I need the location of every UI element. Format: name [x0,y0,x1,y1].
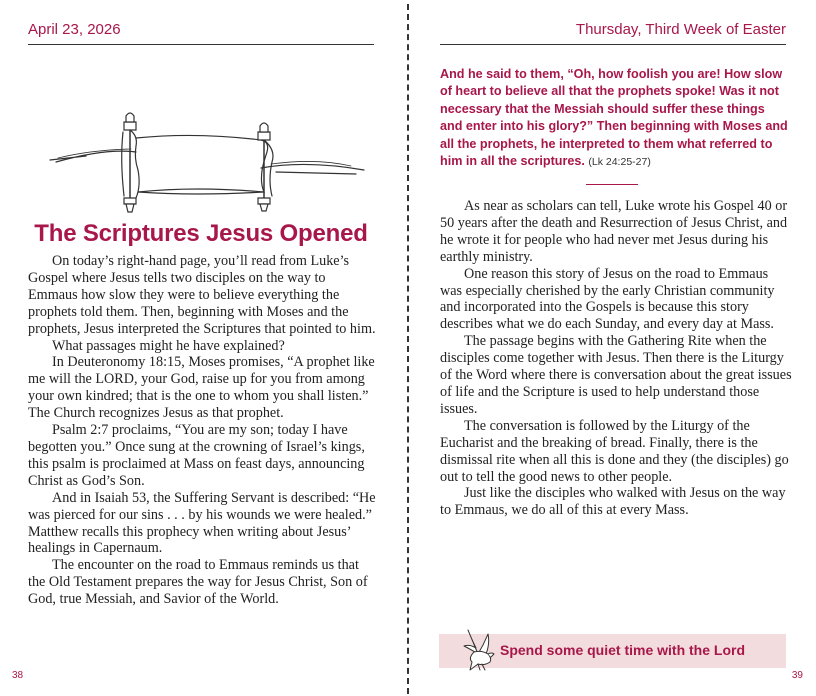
quote-separator [586,184,638,185]
body-paragraph: One reason this story of Jesus on the road to Emmaus was especially cherished by the early Christian community and incorporated into the Gospels is because this story describes what we do each Sunday, and every day at Mass. [440,265,775,333]
body-paragraph: And in Isaiah 53, the Suffering Servant is described: “He was pierced for our sins . . . by his wounds we were healed.” Matthew recalls this prophecy when writing about Jesus’ healings in Capernaum. [28,489,376,557]
right-page [410,0,816,696]
scripture-citation: (Lk 24:25-27) [588,156,651,169]
page-date: April 23, 2026 [28,21,121,38]
page-fold-divider [407,4,409,694]
body-paragraph: As near as scholars can tell, Luke wrote his Gospel 40 or 50 years after the death and Resurrection of Jesus Christ, and he wrote it for people who had never met Jesus during his earthly ministry. [440,198,788,265]
body-paragraph: What passages might he have explained? [52,337,285,354]
body-paragraph: Psalm 2:7 proclaims, “You are my son; today I have begotten you.” Once sung at the crowning of Israel’s kings, this psalm is proclaimed at Mass on feast days, announcing Christ as God’s Son. [28,422,365,489]
right-body-text [440,198,792,519]
header-rule [28,44,374,45]
body-paragraph: Just like the disciples who walked with Jesus on the way to Emmaus, we do all of this at every Mass. [440,485,786,519]
reflection-prompt-box [439,634,786,668]
left-page [0,0,405,696]
body-paragraph: On today’s right-hand page, you’ll read from Luke’s Gospel where Jesus tells two disciples on the way to Emmaus how slow they were to believe everything the prophets told them. Then, beginning with Moses and the prophets, Jesus interpreted the Scriptures that pointed to him. [28,253,376,337]
page-number-left: 38 [12,670,24,681]
page-title: The Scriptures Jesus Opened [34,220,368,247]
scroll-illustration [46,100,368,218]
left-body-text [28,253,376,608]
page-number-right: 39 [791,670,803,681]
body-paragraph: In Deuteronomy 18:15, Moses promises, “A prophet like me will the LORD, your God, raise up for you from among your own kindred; that is the one to whom you shall listen.” The Church recognizes Jesus as that prophet. [28,354,375,422]
liturgical-day: Thursday, Third Week of Easter [575,21,786,38]
body-paragraph: The passage begins with the Gathering Rite when the disciples come together with Jesus. Then there is the Liturgy of the Word where there is conversation about the great issues of life and the Scripture is used to help understand those issues. [440,333,792,417]
reflection-prompt-text: Spend some quiet time with the Lord [500,642,746,658]
body-paragraph: The conversation is followed by the Liturgy of the Eucharist and the breaking of bread. Finally, there is the dismissal rite when all this is done and they (the disciples) go out to tell the good news to other people. [440,417,789,485]
scripture-quote [440,66,790,171]
scripture-quote-text: And he said to them, “Oh, how foolish you are! How slow of heart to believe all that the prophets spoke! Was it not necessary that the Messiah should suffer these things and enter into his glory?” Then beginning with Moses and all the prophets, he interpreted to them what referred to him in all the scriptures. [440,67,788,169]
body-paragraph: The encounter on the road to Emmaus reminds us that the Old Testament prepares the way for Jesus Christ, Son of God, true Messiah, and Savior of the World. [28,557,368,608]
header-rule [440,44,786,45]
